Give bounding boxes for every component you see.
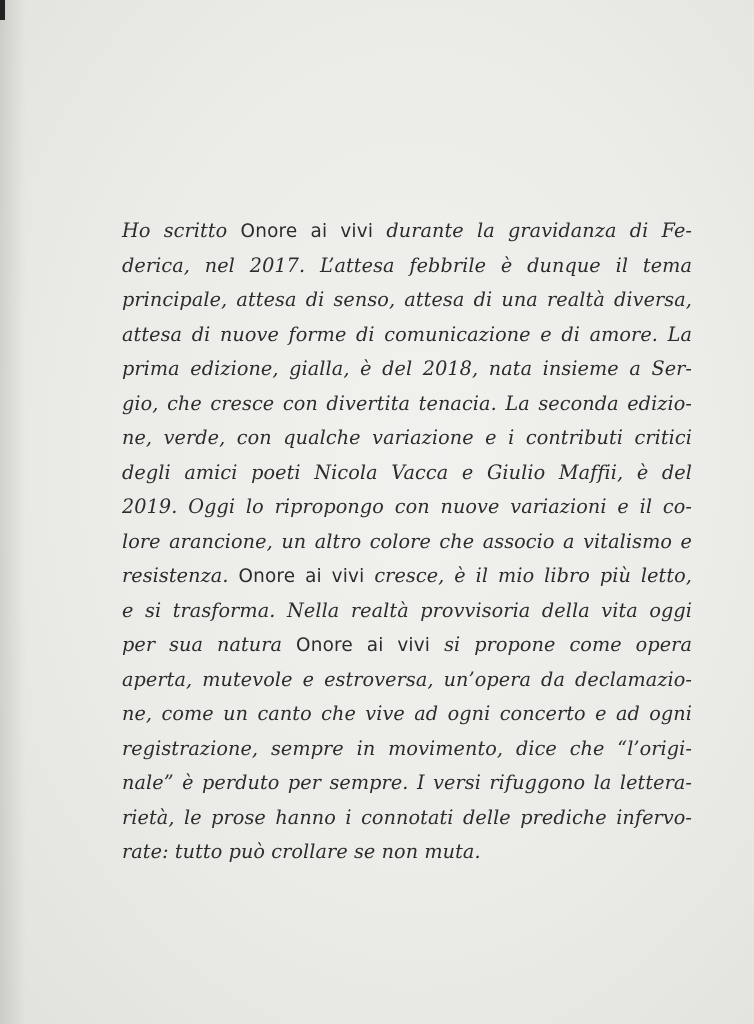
text-line: [122, 732, 692, 767]
text-segment: ne, verde, con qualche variazione e i contributi critici: [122, 426, 692, 449]
text-segment: rate: tutto può crollare se non muta.: [122, 840, 481, 863]
text-segment: si propone come opera: [430, 633, 692, 656]
text-segment: cresce, è il mio libro più letto,: [364, 564, 692, 587]
text-line: [122, 490, 692, 525]
text-line: [122, 663, 692, 698]
text-segment: aperta, mutevole e estroversa, un’opera da declamazio-: [122, 667, 692, 691]
book-title-text: Onore ai vivi: [296, 635, 431, 656]
paragraph-text: [122, 214, 692, 870]
text-segment: nale” è perduto per sempre. I versi rifuggono la lettera-: [122, 771, 692, 794]
text-line: [122, 525, 692, 560]
text-segment: 2019. Oggi lo ripropongo con nuove variazioni e il co-: [122, 495, 692, 518]
text-segment: prima edizione, gialla, è del 2018, nata insieme a Ser-: [122, 357, 692, 380]
text-line: [122, 766, 692, 801]
book-title-text: Onore ai vivi: [240, 221, 374, 242]
text-segment: degli amici poeti Nicola Vacca e Giulio Maffii, è del: [122, 460, 692, 484]
text-segment: per sua natura: [122, 633, 297, 656]
text-line: [122, 594, 692, 629]
text-segment: registrazione, sempre in movimento, dice che “l’origi-: [122, 736, 692, 760]
text-segment: attesa di nuove forme di comunicazione e di amore. La: [122, 322, 692, 346]
text-segment: Ho scritto: [122, 219, 241, 242]
text-line: [122, 283, 692, 318]
corner-mark: [0, 0, 5, 20]
text-segment: durante la gravidanza di Fe-: [373, 219, 692, 242]
text-line: [122, 456, 692, 491]
text-segment: principale, attesa di senso, attesa di una realtà diversa,: [122, 288, 692, 311]
text-segment: gio, che cresce con divertita tenacia. La seconda edizio-: [122, 391, 692, 415]
text-line: [122, 214, 692, 249]
page-spine-shadow: [0, 0, 26, 1024]
text-segment: rietà, le prose hanno i connotati delle prediche infervo-: [122, 805, 692, 829]
text-line: [122, 318, 692, 353]
text-segment: ne, come un canto che vive ad ogni concerto e ad ogni: [122, 702, 692, 725]
text-line: [122, 697, 692, 732]
text-segment: derica, nel 2017. L’attesa febbrile è dunque il tema: [122, 253, 692, 277]
text-line: [122, 249, 692, 284]
text-line: [122, 835, 692, 870]
text-line: [122, 801, 692, 836]
book-title-text: Onore ai vivi: [238, 566, 365, 587]
text-line: [122, 559, 692, 594]
text-line: [122, 628, 692, 663]
text-line: [122, 421, 692, 456]
text-segment: lore arancione, un altro colore che associo a vitalismo e: [122, 529, 692, 553]
text-line: [122, 387, 692, 422]
text-segment: e si trasforma. Nella realtà provvisoria della vita oggi: [122, 598, 692, 622]
text-segment: resistenza.: [122, 564, 239, 587]
text-line: [122, 352, 692, 387]
